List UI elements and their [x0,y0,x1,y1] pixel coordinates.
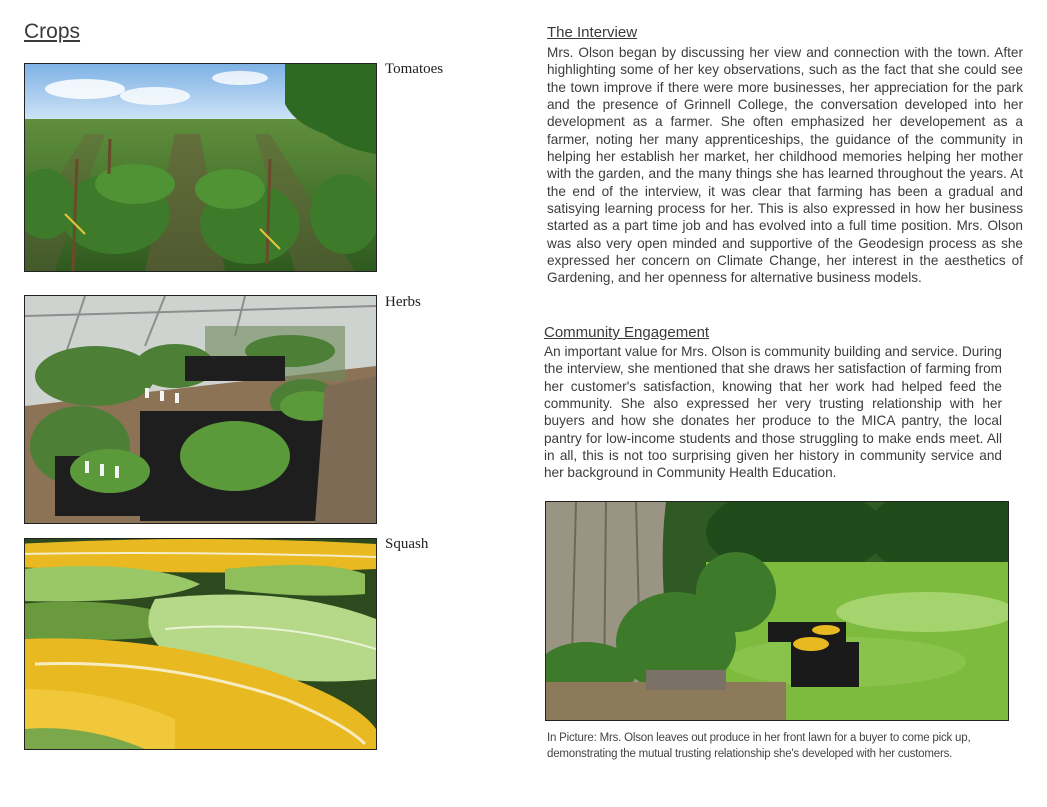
community-heading: Community Engagement [544,324,710,341]
tomatoes-photo [24,63,377,272]
front-lawn-image [546,502,1008,720]
interview-heading: The Interview [547,24,638,41]
front-lawn-photo [545,501,1009,721]
interview-body: Mrs. Olson began by discussing her view and connection with the town. After highlighting some of her key observations, such as the fact that she could see the town improve if there were more businesses, her appreciation for the park and the presence of Grinnell College, the conversation developed into her development as a farmer. She often emphasized her developement as a farmer, noting her many apprenticeships, the guidance of the community in helping her establish her market, her childhood memories helping her mother with the garden, and the many things she has learned throughout the years. At the end of the interview, it was clear that farming has been a gradual and satisying learning process for her. This is also expressed in how her business started as a part time job and has evolved into a full time position. Mrs. Olson was also very open minded and supportive of the Geodesign process as she expressed her concern on Climate Change, her interest in the aesthetics of Gardening, and her openness for alternative business models. [547,45,1023,286]
tomatoes-label: Tomatoes [385,61,444,77]
crops-heading: Crops [24,20,81,43]
squash-photo [24,538,377,750]
herbs-label: Herbs [385,294,421,310]
herb-greenhouse-image [25,296,376,523]
community-body: An important value for Mrs. Olson is community building and service. During the interview, she mentioned that she draws her satisfaction of farming from her customer's satisfaction, knowing that her work had helped feed the community. She also expressed her very trusting relationship with her buyers and how she donates her produce to the MICA pantry, the local pantry for low-income students and those struggling to make ends meet. All in all, this is not too surprising given her history in community service and her background in Community Health Education. [544,344,1002,481]
squash-label: Squash [385,536,429,552]
squash-image [25,539,376,749]
herbs-photo [24,295,377,524]
tomato-field-image [25,64,376,271]
photo-caption: In Picture: Mrs. Olson leaves out produce in her front lawn for a buyer to come pick up, demonstrating the mutual trusting relationship she's developed with her customers. [547,732,971,760]
